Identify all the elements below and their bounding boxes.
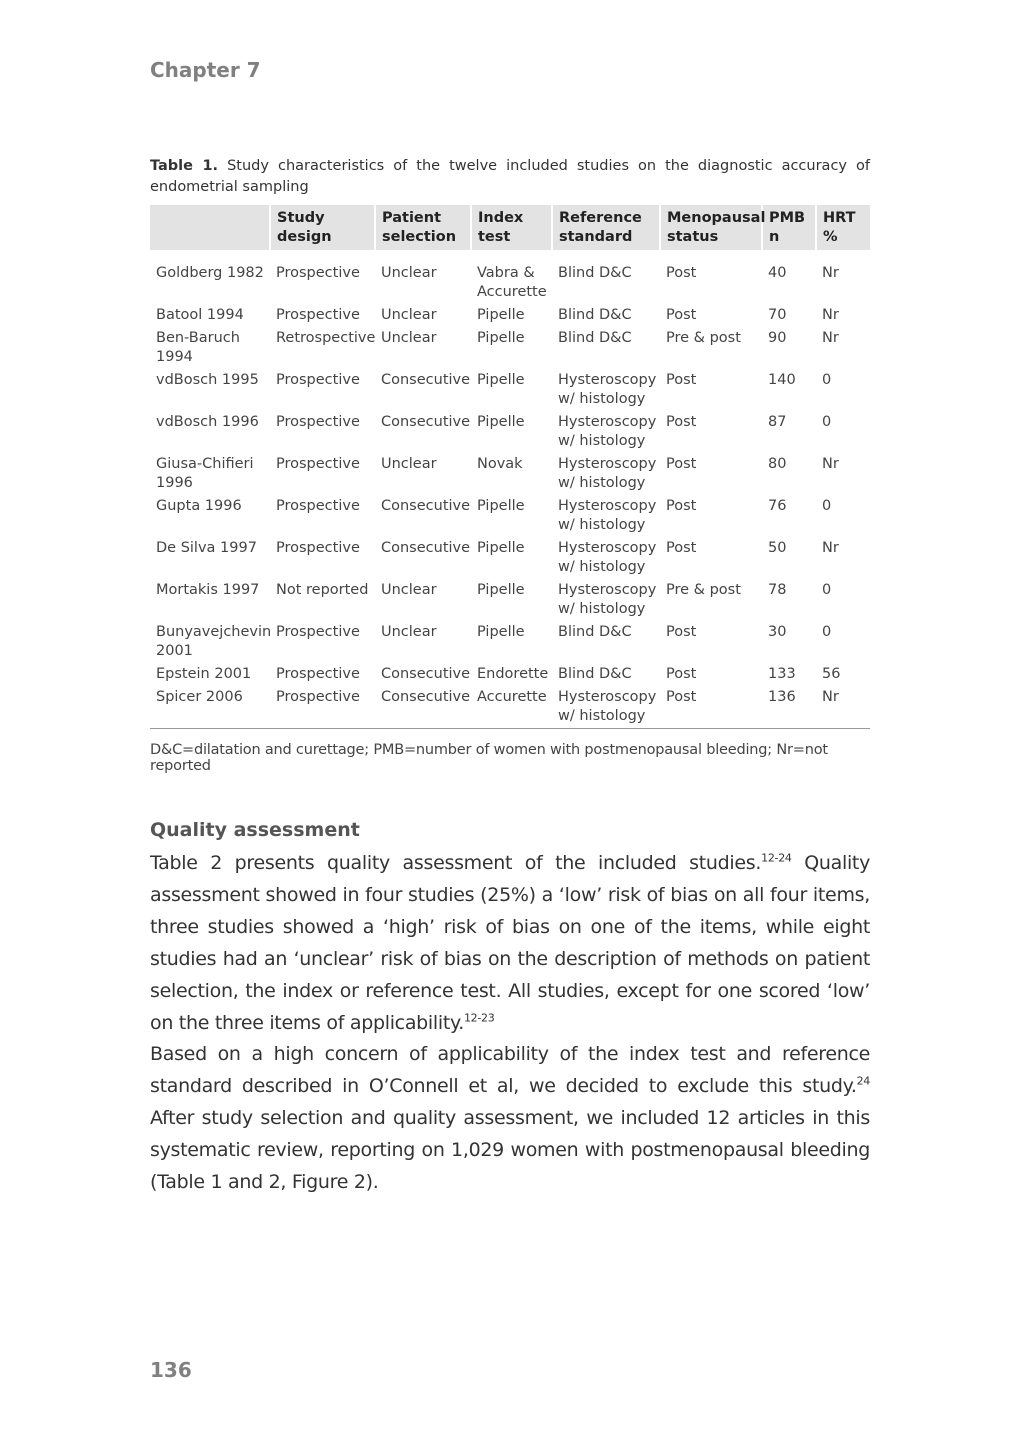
table-cell: Prospective xyxy=(276,624,360,640)
p2-text-b: After study selection and quality assessment, we included 12 articles in this systematic review, reporting on 1,029 women with postmenopausal bleeding (Table 1 and 2, Figure 2). xyxy=(150,1107,870,1193)
table-cell: De Silva 1997 xyxy=(156,540,257,556)
table-cell: 50 xyxy=(768,540,787,556)
table-cell: Gupta 1996 xyxy=(156,498,242,514)
table-cell: Bunyavejchevin 2001 xyxy=(156,624,272,659)
table-cell: 56 xyxy=(822,666,841,682)
table-cell: 136 xyxy=(762,688,816,729)
table-cell: Not reported xyxy=(276,582,369,598)
table-cell: Ben-Baruch 1994 xyxy=(156,330,240,365)
spacer-cell xyxy=(150,250,870,264)
table-cell: 90 xyxy=(768,330,787,346)
table-cell: 0 xyxy=(822,624,832,640)
table-row xyxy=(150,306,870,329)
table-cell: Blind D&C xyxy=(558,666,632,682)
table-cell: Pre & post xyxy=(666,582,741,598)
column-header: Menopausal status xyxy=(660,205,762,250)
table-cell: 40 xyxy=(768,265,787,281)
table-cell: Retrospective xyxy=(276,330,376,346)
study-characteristics-table xyxy=(150,205,870,729)
table-cell: Unclear xyxy=(381,330,437,346)
table-cell: 0 xyxy=(822,414,832,430)
table-cell: Post xyxy=(666,414,697,430)
p1-citation-2: 12-23 xyxy=(463,1011,495,1025)
table-cell: Vabra & Accurette xyxy=(477,265,547,300)
table-cell: Spicer 2006 xyxy=(150,688,270,729)
p2-citation-1: 24 xyxy=(856,1074,870,1088)
table-cell: Post xyxy=(666,498,697,514)
chapter-header: Chapter 7 xyxy=(150,58,261,82)
section-heading: Quality assessment xyxy=(150,819,360,841)
column-header: PMB n xyxy=(762,205,816,250)
table-cell: Post xyxy=(666,372,697,388)
column-header: Index test xyxy=(471,205,552,250)
table-cell: Prospective xyxy=(276,414,360,430)
p1-text-b: Quality assessment showed in four studies (25%) a ‘low’ risk of bias on all four items, three studies showed a ‘high’ risk of bias on one of the items, while eight studies had an ‘unclear’ risk of bias on the description of methods on patient selection, the index or reference test. All studies, except for one scored ‘low’ on the three items of applicability. xyxy=(150,852,871,1034)
table-cell: Hysteroscopy w/ histology xyxy=(558,582,657,617)
table-cell: Hysteroscopy w/ histology xyxy=(558,540,657,575)
table-row xyxy=(150,581,870,623)
page-number: 136 xyxy=(150,1358,192,1382)
table-cell: Unclear xyxy=(381,456,437,472)
table-cell: Pipelle xyxy=(477,624,525,640)
column-header xyxy=(150,205,270,250)
table-cell: 80 xyxy=(768,456,787,472)
table-cell: 76 xyxy=(768,498,787,514)
table-row xyxy=(150,623,870,665)
table-cell: Pipelle xyxy=(477,582,525,598)
table-caption xyxy=(150,156,870,198)
table-cell: Epstein 2001 xyxy=(156,666,252,682)
table-cell: 133 xyxy=(768,666,796,682)
table-cell: Post xyxy=(660,688,762,729)
table-row xyxy=(150,371,870,413)
table-cell: Blind D&C xyxy=(558,624,632,640)
table-cell: 87 xyxy=(768,414,787,430)
table-caption-label: Table 1. xyxy=(150,158,219,174)
table-cell: 140 xyxy=(768,372,796,388)
table-row xyxy=(150,455,870,497)
table-cell: Pipelle xyxy=(477,330,525,346)
table-cell: Hysteroscopy w/ histology xyxy=(558,498,657,533)
table-caption-text: Study characteristics of the twelve included studies on the diagnostic accuracy of endometrial sampling xyxy=(150,158,870,195)
p2-text-a: Based on a high concern of applicability of the index test and reference standard described in O’Connell et al, we decided to exclude this study. xyxy=(150,1043,870,1097)
table-cell: Novak xyxy=(477,456,523,472)
table-cell: Consecutive xyxy=(375,688,471,729)
table-cell: Accurette xyxy=(471,688,552,729)
table-cell: Post xyxy=(666,265,697,281)
table-cell: Post xyxy=(666,624,697,640)
table-cell: Unclear xyxy=(381,307,437,323)
table-cell: Pipelle xyxy=(477,307,525,323)
table-cell: 0 xyxy=(822,498,832,514)
table-cell: Unclear xyxy=(381,265,437,281)
column-header: Study design xyxy=(270,205,375,250)
table-cell: Nr xyxy=(822,307,839,323)
p1-text-a: Table 2 presents quality assessment of the included studies. xyxy=(150,852,762,874)
table-cell: vdBosch 1996 xyxy=(156,414,259,430)
table-cell: Hysteroscopy w/ histology xyxy=(558,414,657,449)
table-cell: Hysteroscopy w/ histology xyxy=(558,372,657,407)
table-row xyxy=(150,264,870,306)
table-cell: Nr xyxy=(822,330,839,346)
column-header: Reference standard xyxy=(552,205,660,250)
table-cell: Post xyxy=(666,540,697,556)
table-cell: Unclear xyxy=(381,624,437,640)
table-row xyxy=(150,539,870,581)
table-cell: Post xyxy=(666,307,697,323)
table-cell: Hysteroscopy w/ histology xyxy=(552,688,660,729)
table-row xyxy=(150,665,870,688)
table-cell: Pipelle xyxy=(477,540,525,556)
table-cell: Giusa-Chifieri 1996 xyxy=(156,456,254,491)
table-cell: Pipelle xyxy=(477,414,525,430)
column-header: HRT % xyxy=(816,205,870,250)
table-footnote: D&C=dilatation and curettage; PMB=number of women with postmenopausal bleeding; Nr=not reported xyxy=(150,742,828,774)
table-cell: Prospective xyxy=(276,265,360,281)
table-body xyxy=(150,250,870,729)
table-cell: Consecutive xyxy=(381,540,471,556)
paragraph-quality-assessment xyxy=(150,847,870,1039)
table-cell: 0 xyxy=(822,372,832,388)
table-cell: Pre & post xyxy=(666,330,741,346)
table-cell: Consecutive xyxy=(381,498,471,514)
table-cell: Pipelle xyxy=(477,372,525,388)
table-cell: Post xyxy=(666,666,697,682)
table-row xyxy=(150,413,870,455)
table-spacer-row xyxy=(150,250,870,264)
table-cell: Prospective xyxy=(276,498,360,514)
table-cell: Hysteroscopy w/ histology xyxy=(558,456,657,491)
table-cell: Unclear xyxy=(381,582,437,598)
table-row xyxy=(150,497,870,539)
table-cell: 30 xyxy=(768,624,787,640)
table-cell: Mortakis 1997 xyxy=(156,582,260,598)
table-cell: Consecutive xyxy=(381,372,471,388)
table-cell: Nr xyxy=(816,688,870,729)
table-cell: Blind D&C xyxy=(558,307,632,323)
table-cell: 0 xyxy=(822,582,832,598)
table-cell: Prospective xyxy=(276,540,360,556)
table-cell: Consecutive xyxy=(381,666,471,682)
table-cell: Post xyxy=(666,456,697,472)
table-cell: Prospective xyxy=(276,372,360,388)
table-cell: Prospective xyxy=(276,307,360,323)
table-cell: Prospective xyxy=(270,688,375,729)
table-cell: 78 xyxy=(768,582,787,598)
table-cell: Goldberg 1982 xyxy=(156,265,264,281)
table-cell: Pipelle xyxy=(477,498,525,514)
table-cell: Prospective xyxy=(276,666,360,682)
table-cell: Nr xyxy=(822,265,839,281)
column-header: Patient selection xyxy=(375,205,471,250)
table-cell: Endorette xyxy=(477,666,549,682)
table-cell: Blind D&C xyxy=(558,330,632,346)
table-cell: Consecutive xyxy=(381,414,471,430)
table-cell: Batool 1994 xyxy=(156,307,244,323)
paragraph-study-selection xyxy=(150,1038,870,1198)
table-cell: 70 xyxy=(768,307,787,323)
table-row xyxy=(150,329,870,371)
table-cell: Nr xyxy=(822,456,839,472)
table-cell: Prospective xyxy=(276,456,360,472)
table-cell: vdBosch 1995 xyxy=(156,372,259,388)
p1-citation-1: 12-24 xyxy=(761,851,792,865)
table-row xyxy=(150,688,870,729)
table-cell: Blind D&C xyxy=(558,265,632,281)
table-cell: Nr xyxy=(822,540,839,556)
table-header-row xyxy=(150,205,870,250)
